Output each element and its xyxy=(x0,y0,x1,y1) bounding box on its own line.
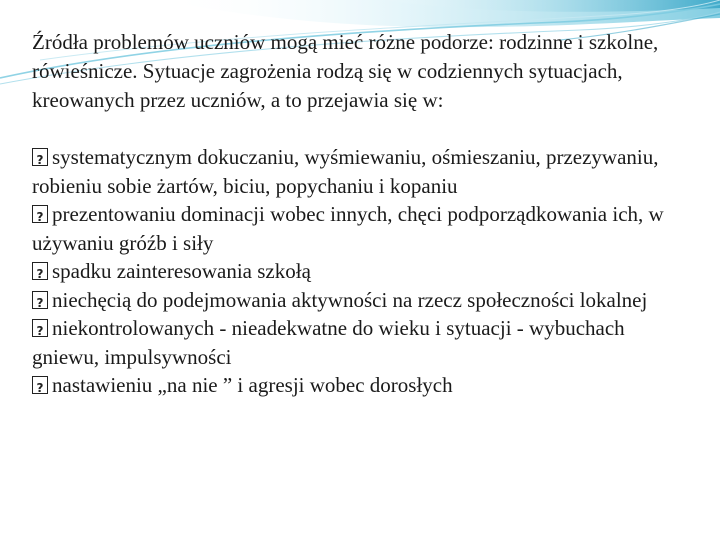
missing-glyph-box-icon xyxy=(32,262,48,280)
bullet-list xyxy=(32,143,692,400)
missing-glyph-box-icon xyxy=(32,319,48,337)
list-item xyxy=(32,257,692,286)
missing-glyph-box-icon xyxy=(32,376,48,394)
list-item-text: nastawieniu „na nie ” i agresji wobec dorosłych xyxy=(52,373,453,397)
missing-glyph-box-icon xyxy=(32,205,48,223)
list-item xyxy=(32,371,692,400)
list-item-text: spadku zainteresowania szkołą xyxy=(52,259,311,283)
list-item-text: niekontrolowanych - nieadekwatne do wieku i sytuacji - wybuchach gniewu, impulsywności xyxy=(32,316,625,369)
list-item xyxy=(32,286,692,315)
intro-paragraph: Źródła problemów uczniów mogą mieć różne podorze: rodzinne i szkolne, rówieśnicze. Sytuacje zagrożenia rodzą się w codziennych sytuacjach, kreowanych przez uczniów, a to przejawia się w: xyxy=(32,30,659,112)
missing-glyph-box-icon xyxy=(32,291,48,309)
list-item-text: prezentowaniu dominacji wobec innych, chęci podporządkowania ich, w używaniu gróźb i siły xyxy=(32,202,664,255)
list-item xyxy=(32,314,692,371)
missing-glyph-box-icon xyxy=(32,148,48,166)
list-item-text: niechęcią do podejmowania aktywności na rzecz społeczności lokalnej xyxy=(52,287,648,312)
list-item xyxy=(32,200,692,257)
list-item xyxy=(32,143,692,200)
list-item-text: systematycznym dokuczaniu, wyśmiewaniu, ośmieszaniu, przezywaniu, robieniu sobie żartów, biciu, popychaniu i kopaniu xyxy=(32,145,659,198)
